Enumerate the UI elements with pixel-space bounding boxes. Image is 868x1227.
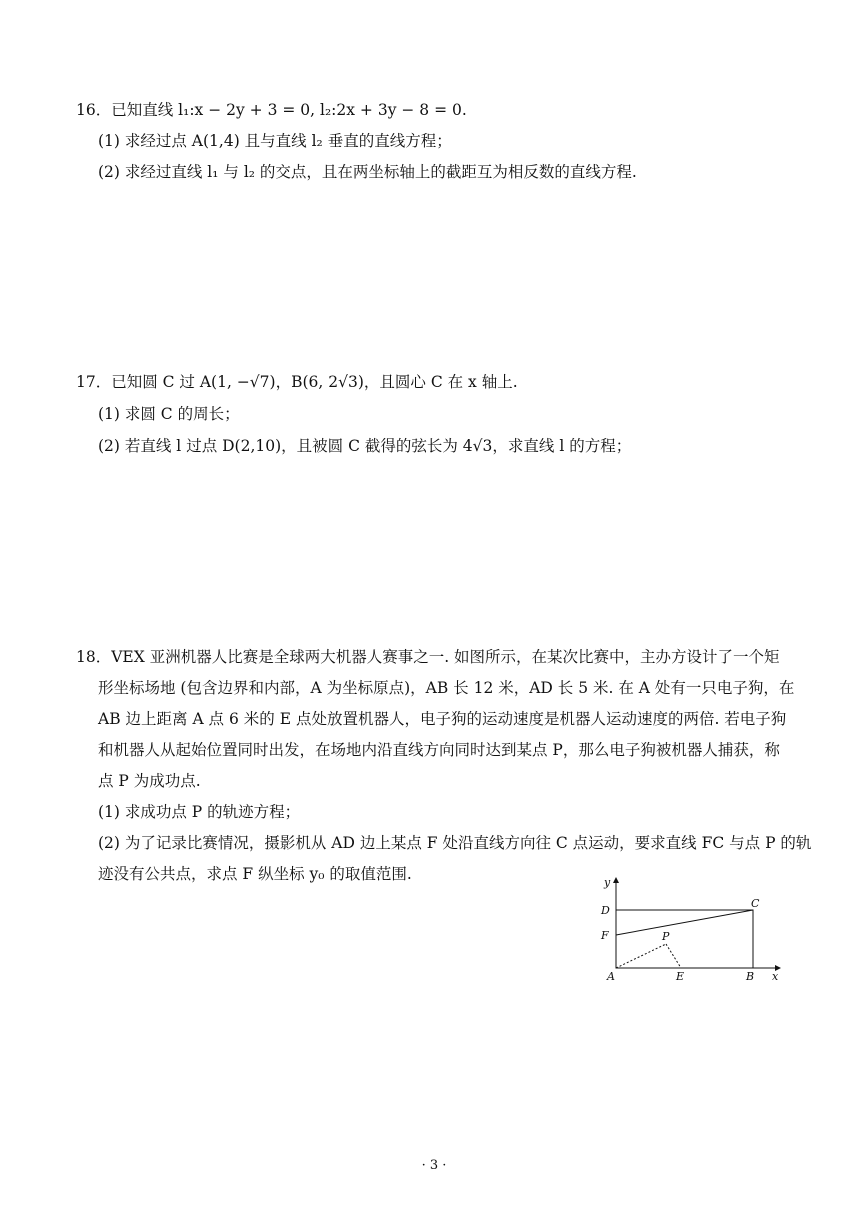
q16-stem: 16．已知直线 l₁:x − 2y + 3 = 0, l₂:2x + 3y − 8 = 0. xyxy=(76,101,467,119)
q17-stem: 17．已知圆 C 过 A(1, −√7)，B(6, 2√3)，且圆心 C 在 x 轴上. xyxy=(76,373,518,391)
q16-part2: (2) 求经过直线 l₁ 与 l₂ 的交点，且在两坐标轴上的截距互为相反数的直线方程. xyxy=(98,163,637,181)
q17-part1: (1) 求圆 C 的周长； xyxy=(98,405,240,423)
line-fc xyxy=(616,910,753,935)
q18-part1: (1) 求成功点 P 的轨迹方程； xyxy=(98,803,301,821)
label-e: E xyxy=(676,970,685,983)
label-b: B xyxy=(746,970,755,983)
label-y: y xyxy=(604,876,611,889)
label-p: P xyxy=(662,930,670,943)
label-x: x xyxy=(772,970,779,983)
label-f: F xyxy=(601,929,609,942)
label-c: C xyxy=(751,897,760,910)
label-d: D xyxy=(601,904,610,917)
field-rect xyxy=(616,910,753,968)
q18-line4: 和机器人从起始位置同时出发，在场地内沿直线方向同时达到某点 P，那么电子狗被机器人捕获，称 xyxy=(98,741,780,759)
q18-part2-line2: 迹没有公共点，求点 F 纵坐标 y₀ 的取值范围. xyxy=(98,865,412,883)
q16-part1: (1) 求经过点 A(1,4) 且与直线 l₂ 垂直的直线方程； xyxy=(98,132,452,150)
dash-pe xyxy=(666,944,681,968)
q18-line3: AB 边上距离 A 点 6 米的 E 点处放置机器人，电子狗的运动速度是机器人运动速度的两倍. 若电子狗 xyxy=(98,710,787,728)
q18-line1: 18．VEX 亚洲机器人比赛是全球两大机器人赛事之一. 如图所示，在某次比赛中，主办方设计了一个矩 xyxy=(76,648,780,666)
dash-ap xyxy=(616,944,666,968)
field-diagram xyxy=(594,872,794,990)
label-a: A xyxy=(607,970,615,983)
q18-line5: 点 P 为成功点. xyxy=(98,772,201,790)
q18-part2-line1: (2) 为了记录比赛情况，摄影机从 AD 边上某点 F 处沿直线方向往 C 点运动，要求直线 FC 与点 P 的轨 xyxy=(98,834,812,852)
q18-line2: 形坐标场地 (包含边界和内部，A 为坐标原点)，AB 长 12 米，AD 长 5 米. 在 A 处有一只电子狗，在 xyxy=(98,679,795,697)
page-number: · 3 · xyxy=(421,1158,447,1173)
q17-part2: (2) 若直线 l 过点 D(2,10)，且被圆 C 截得的弦长为 4√3，求直线 l 的方程； xyxy=(98,437,632,455)
